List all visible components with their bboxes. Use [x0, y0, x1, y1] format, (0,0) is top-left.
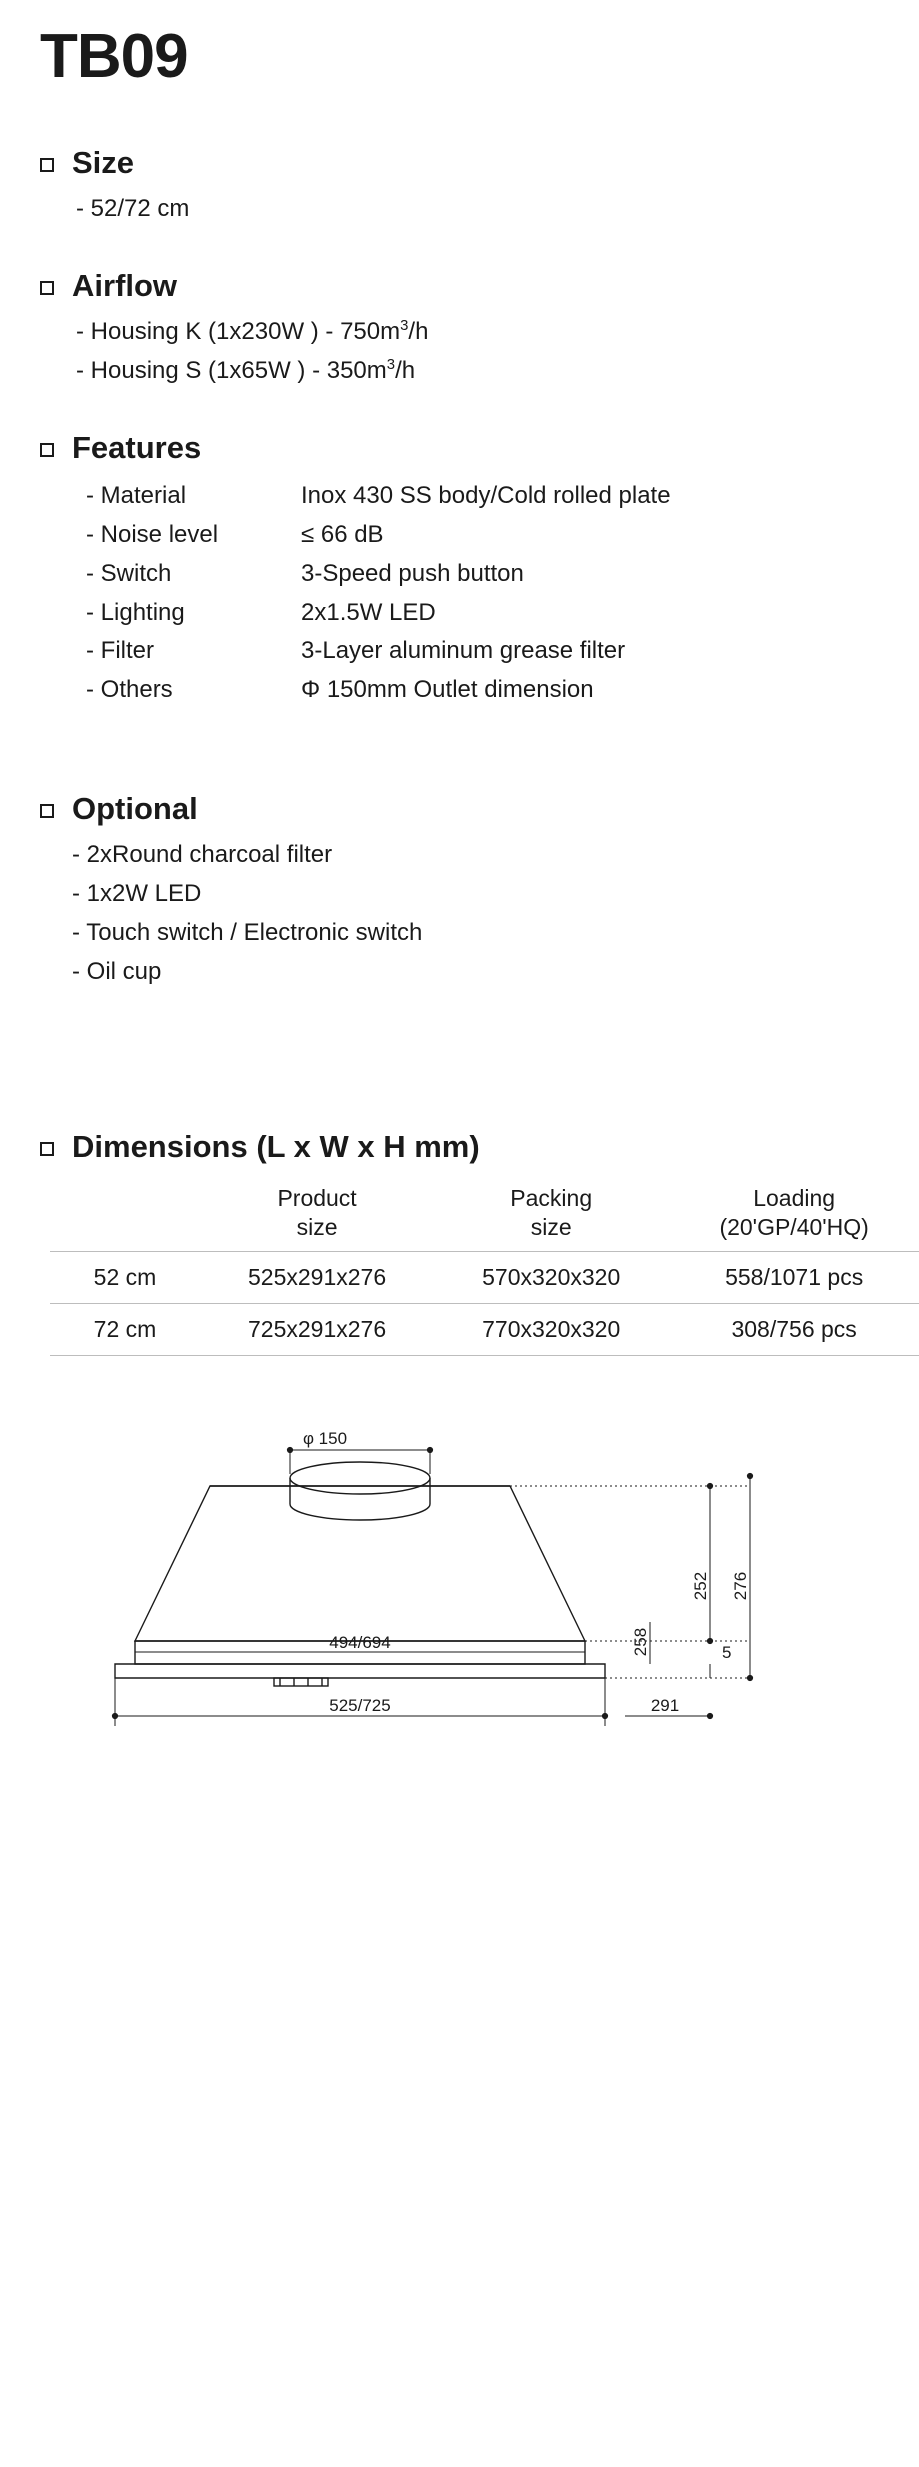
label-width-outer: 525/725	[328, 1696, 391, 1716]
hood-dimension-drawing	[10, 1426, 910, 1756]
column-header-line2: (20'GP/40'HQ)	[719, 1213, 869, 1240]
square-bullet-icon	[40, 158, 54, 172]
column-header-line1: Product	[277, 1184, 357, 1211]
feature-value: Φ 150mm Outlet dimension	[301, 676, 594, 704]
feature-label: - Switch	[86, 559, 172, 587]
airflow-line-text: - Housing K (1x230W ) - 750m	[76, 318, 401, 346]
list-item: - 2xRound charcoal filter	[72, 841, 333, 869]
cell-packing-size: 770x320x320	[434, 1304, 668, 1356]
cell-model: 52 cm	[50, 1252, 200, 1304]
column-header-blank	[50, 1182, 200, 1252]
label-height-258: 258	[630, 1628, 650, 1657]
section-optional-body	[40, 836, 879, 992]
superscript: 3	[386, 356, 396, 373]
list-item: - 52/72 cm	[76, 195, 190, 223]
list-item: - 1x2W LED	[72, 880, 202, 908]
section-features	[40, 431, 879, 710]
square-bullet-icon	[40, 443, 54, 457]
technical-drawing	[0, 1426, 919, 1756]
feature-row	[76, 477, 879, 516]
feature-value: ≤ 66 dB	[301, 520, 384, 548]
column-header-line1: Packing	[510, 1184, 593, 1211]
feature-row	[76, 516, 879, 555]
label-depth: 291	[650, 1696, 679, 1716]
column-header-loading	[668, 1182, 919, 1252]
label-outlet-diameter: φ 150	[302, 1429, 347, 1449]
cell-loading: 308/756 pcs	[668, 1304, 919, 1356]
column-header-packing-size	[434, 1182, 668, 1252]
section-size	[40, 146, 879, 229]
base-plate	[115, 1664, 605, 1678]
feature-label: - Noise level	[86, 520, 219, 548]
section-dimensions	[40, 1130, 879, 1357]
section-optional	[40, 792, 879, 992]
section-features-header	[40, 431, 879, 465]
airflow-line-text: - Housing S (1x65W ) - 350m	[76, 356, 387, 384]
cell-packing-size: 570x320x320	[434, 1252, 668, 1304]
square-bullet-icon	[40, 281, 54, 295]
superscript: 3	[400, 318, 409, 335]
section-airflow-header	[40, 269, 879, 303]
page-title: TB09	[40, 22, 188, 91]
list-item	[76, 313, 879, 352]
section-features-body	[40, 477, 879, 710]
list-item	[76, 352, 879, 391]
label-height-5: 5	[721, 1643, 731, 1663]
section-size-title: Size	[72, 145, 135, 180]
feature-label: - Filter	[86, 637, 154, 665]
feature-row	[76, 555, 879, 594]
section-size-body	[40, 190, 879, 229]
push-buttons	[274, 1678, 328, 1686]
section-optional-header	[40, 792, 879, 826]
airflow-suffix: /h	[395, 356, 416, 384]
list-item: - Touch switch / Electronic switch	[72, 919, 423, 946]
dimensions-table	[50, 1182, 919, 1357]
feature-value: Inox 430 SS body/Cold rolled plate	[301, 481, 671, 509]
column-header-line1: Loading	[753, 1184, 836, 1211]
section-optional-title: Optional	[72, 791, 198, 827]
cell-model: 72 cm	[50, 1304, 200, 1356]
feature-value: 3-Speed push button	[301, 559, 524, 587]
label-height-276: 276	[730, 1572, 750, 1601]
feature-row	[76, 594, 879, 633]
column-header-line2: size	[530, 1213, 572, 1240]
section-airflow-body	[40, 313, 879, 391]
section-features-title: Features	[72, 429, 202, 465]
cell-loading: 558/1071 pcs	[668, 1252, 919, 1304]
feature-value: 3-Layer aluminum grease filter	[301, 637, 626, 665]
feature-label: - Material	[86, 481, 187, 509]
column-header-product-size	[200, 1182, 434, 1252]
outlet-bottom-arc	[290, 1504, 430, 1520]
table-row	[50, 1304, 919, 1356]
feature-row	[76, 671, 879, 710]
feature-label: - Others	[86, 676, 173, 704]
label-height-252: 252	[690, 1572, 710, 1601]
section-airflow-title: Airflow	[72, 267, 178, 303]
feature-label: - Lighting	[86, 598, 185, 626]
section-dimensions-header	[40, 1130, 879, 1164]
feature-row	[76, 632, 879, 671]
column-header-line2: size	[296, 1213, 338, 1240]
square-bullet-icon	[40, 1142, 54, 1156]
table-header-row	[50, 1182, 919, 1252]
section-size-header	[40, 146, 879, 180]
airflow-suffix: /h	[408, 318, 429, 346]
square-bullet-icon	[40, 804, 54, 818]
section-dimensions-title: Dimensions (L x W x H mm)	[72, 1128, 480, 1164]
label-width-inner: 494/694	[328, 1633, 391, 1653]
cell-product-size: 725x291x276	[200, 1304, 434, 1356]
outlet-top-ellipse	[290, 1462, 430, 1494]
cell-product-size: 525x291x276	[200, 1252, 434, 1304]
section-airflow	[40, 269, 879, 391]
hood-body-outline	[135, 1486, 585, 1641]
table-row	[50, 1252, 919, 1304]
feature-value: 2x1.5W LED	[301, 598, 436, 626]
list-item: - Oil cup	[72, 957, 162, 985]
